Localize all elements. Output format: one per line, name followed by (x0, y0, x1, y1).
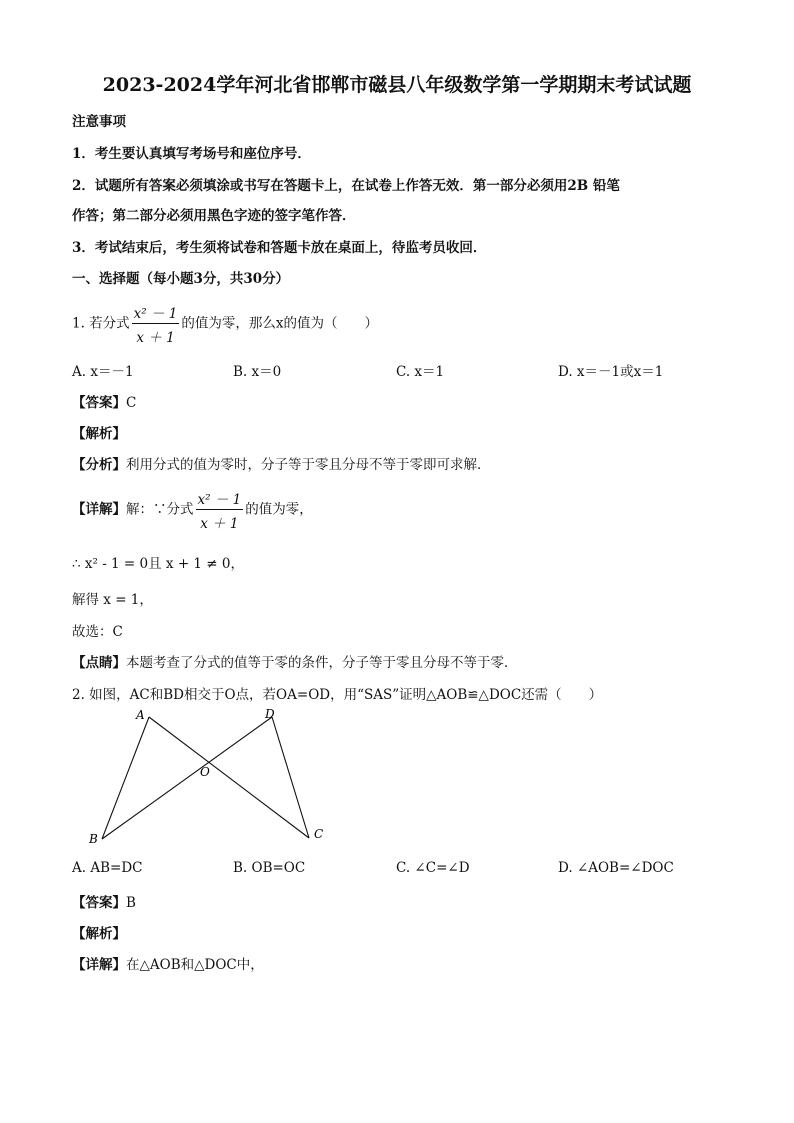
label-o: O (200, 765, 210, 779)
q1-analysis-tag: 【解析】 (72, 426, 126, 442)
detail-prefix: 解：∵分式 (126, 501, 194, 518)
segment-dc (272, 717, 309, 838)
q1-option-d: D. x＝－1或x＝1 (558, 364, 664, 380)
q2-analysis-tag: 【解析】 (72, 926, 126, 942)
label-c: C (314, 827, 324, 841)
answer-tag: 【答案】 (72, 895, 126, 911)
fenxi-text: 利用分式的值为零时，分子等于零且分母不等于零即可求解． (126, 457, 491, 473)
label-a: A (136, 708, 145, 722)
q1-suffix: 的值为零，那么x的值为（ ） (181, 315, 378, 332)
q2-option-b: B. OB=OC (233, 860, 306, 876)
q1-detail-frac-numerator: x² － 1 (196, 488, 244, 510)
q1-fraction (132, 302, 180, 346)
q1-step: 故选：C (72, 624, 123, 640)
q1-option-c: C. x＝1 (396, 364, 445, 380)
notice-item: 2．试题所有答案必须填涂或书写在答题卡上，在试卷上作答无效．第一部分必须用2B 铅笔 (72, 178, 620, 194)
q1-comment (72, 651, 518, 671)
q1-detail-frac-denominator: x ＋ 1 (200, 516, 239, 532)
q1-frac-denominator: x ＋ 1 (136, 330, 175, 346)
q1-answer (72, 391, 136, 411)
answer-value: C (126, 395, 137, 411)
label-d: D (265, 707, 275, 721)
label-b: B (89, 832, 98, 846)
detail-tag: 【详解】 (72, 501, 126, 518)
q2-answer (72, 891, 136, 911)
q1-step: ∴ x² - 1 = 0且 x + 1 ≠ 0， (72, 556, 244, 572)
q2-option-c: C. ∠C=∠D (396, 860, 470, 876)
q1-step: 解得 x = 1， (72, 592, 153, 608)
q2-figure (80, 700, 340, 850)
q1-frac-numerator: x² － 1 (132, 302, 180, 324)
q2-option-a: A. AB=DC (72, 860, 143, 876)
detail-text: 在△AOB和△DOC中， (126, 957, 264, 973)
section-heading: 一、选择题（每小题3分，共30分） (72, 271, 290, 287)
q1-stem (72, 302, 378, 346)
comment-tag: 【点睛】 (72, 655, 126, 671)
answer-tag: 【答案】 (72, 395, 126, 411)
comment-text: 本题考查了分式的值等于零的条件，分子等于零且分母不等于零． (126, 655, 518, 671)
answer-value: B (126, 895, 136, 911)
q2-detail (72, 953, 264, 973)
detail-tag: 【详解】 (72, 957, 126, 973)
page-title: 2023-2024学年河北省邯郸市磁县八年级数学第一学期期末考试试题 (102, 74, 692, 96)
notice-item: 1．考生要认真填写考场号和座位序号． (72, 146, 311, 162)
q2-option-d: D. ∠AOB=∠DOC (558, 860, 674, 876)
q1-fenxi (72, 453, 491, 473)
q2-stem: 2. 如图，AC和BD相交于O点，若OA=OD，用“SAS”证明△AOB≌△DOC还需（ ） (72, 687, 603, 703)
segment-bd (102, 717, 272, 839)
notice-item: 作答；第二部分必须用黑色字迹的签字笔作答． (72, 208, 356, 224)
fenxi-tag: 【分析】 (72, 457, 126, 473)
notice-heading: 注意事项 (72, 114, 126, 130)
segment-ab (102, 717, 149, 839)
notice-item: 3．考试结束后，考生须将试卷和答题卡放在桌面上，待监考员收回． (72, 240, 487, 256)
q1-detail-fraction (196, 488, 244, 532)
segment-ac (149, 717, 309, 838)
q1-option-a: A. x＝－1 (72, 364, 134, 380)
q1-prefix: 1. 若分式 (72, 315, 130, 332)
detail-suffix: 的值为零， (245, 501, 313, 518)
q1-option-b: B. x＝0 (233, 364, 282, 380)
q1-detail (72, 488, 313, 532)
